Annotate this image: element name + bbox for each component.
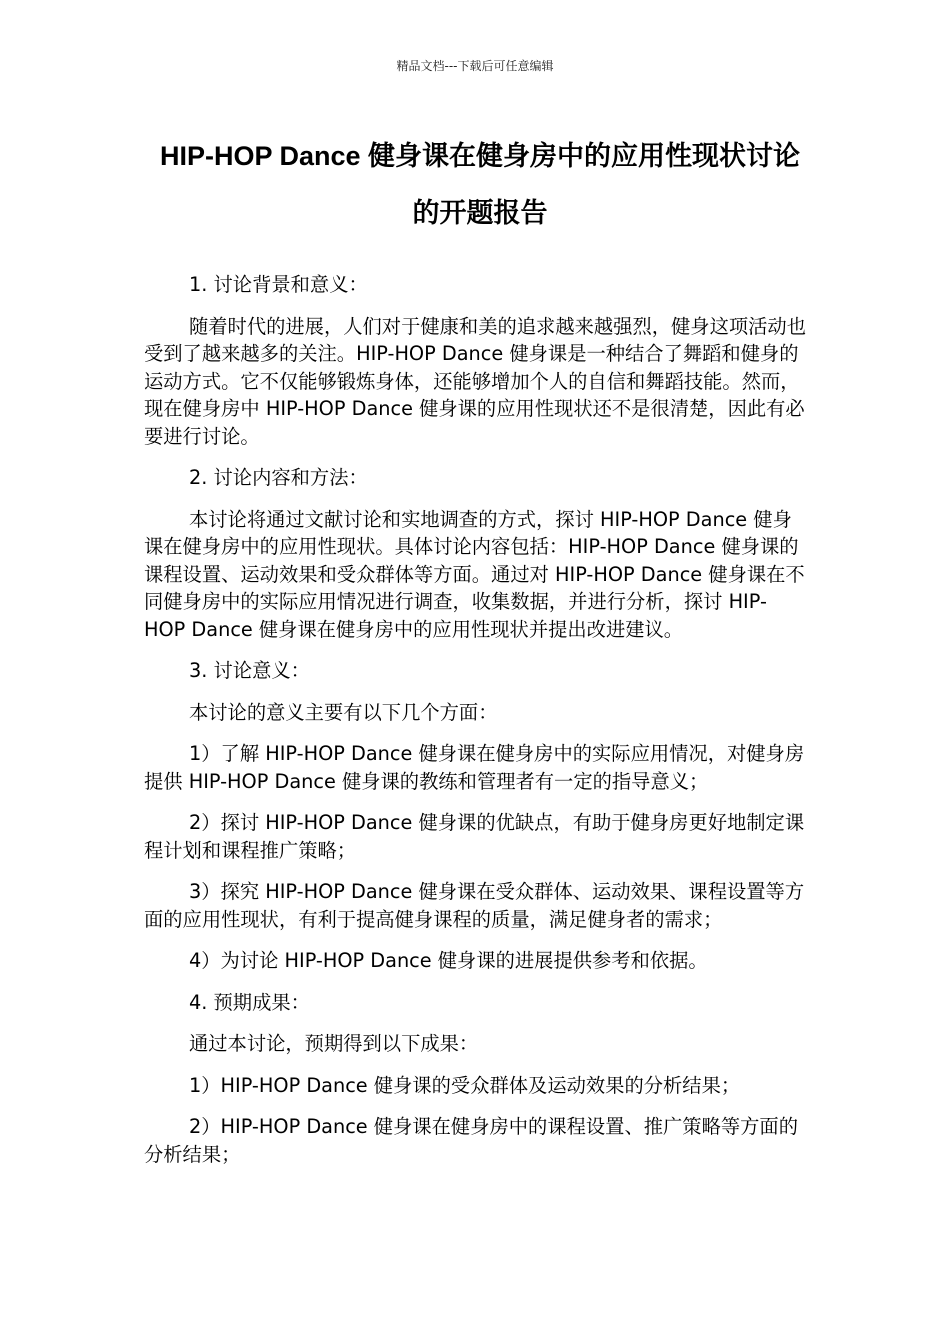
- section-3-item-2: 2）探讨 HIP-HOP Dance 健身课的优缺点，有助于健身房更好地制定课程计划和课程推广策略；: [144, 811, 805, 862]
- section-2-heading: 2. 讨论内容和方法：: [189, 466, 368, 489]
- section-3-heading: 3. 讨论意义：: [189, 659, 310, 682]
- document-title: HIP-HOP Dance 健身课在健身房中的应用性现状讨论的开题报告: [159, 141, 801, 228]
- section-1-heading: 1. 讨论背景和意义：: [189, 273, 368, 296]
- section-4-item-1: 1）HIP-HOP Dance 健身课的受众群体及运动效果的分析结果；: [189, 1073, 741, 1097]
- section-4-item-2: 2）HIP-HOP Dance 健身课在健身房中的课程设置、推广策略等方面的分析结果；: [144, 1115, 798, 1166]
- section-3-item-1: 1）了解 HIP-HOP Dance 健身课在健身房中的实际应用情况，对健身房提供 HIP-HOP Dance 健身课的教练和管理者有一定的指导意义；: [144, 742, 805, 793]
- section-3-item-4: 4）为讨论 HIP-HOP Dance 健身课的进展提供参考和依据。: [189, 949, 708, 972]
- section-3-item-3: 3）探究 HIP-HOP Dance 健身课在受众群体、运动效果、课程设置等方面的应用性现状，有利于提高健身课程的质量，满足健身者的需求；: [144, 880, 805, 931]
- section-4-heading: 4. 预期成果：: [189, 990, 310, 1014]
- section-2-paragraph: 本讨论将通过文献讨论和实地调查的方式，探讨 HIP-HOP Dance 健身课在健身房中的应用性现状。具体讨论内容包括：HIP-HOP Dance 健身课的课程设置、运动效果和受众群体等方面。通过对 HIP-HOP Dance 健身课在不同健身房中的实际应用情况进行调查，收集数据，并进行分析，探讨 HIP-HOP Dance 健身课在健身房中的应用性现状并提出改进建议。: [144, 507, 805, 641]
- section-4-intro: 通过本讨论，预期得到以下成果：: [189, 1032, 479, 1055]
- section-1-paragraph: 随着时代的进展，人们对于健康和美的追求越来越强烈，健身这项活动也受到了越来越多的关注。HIP-HOP Dance 健身课是一种结合了舞蹈和健身的运动方式。它不仅能够锻炼身体，还能够增加个人的自信和舞蹈技能。然而，现在健身房中 HIP-HOP Dance 健身课的应用性现状还不是很清楚，因此有必要进行讨论。: [144, 314, 806, 448]
- document-body: [144, 271, 808, 1182]
- section-3-intro: 本讨论的意义主要有以下几个方面：: [189, 700, 498, 724]
- page-header: 精品文档---下载后可任意编辑: [396, 59, 554, 73]
